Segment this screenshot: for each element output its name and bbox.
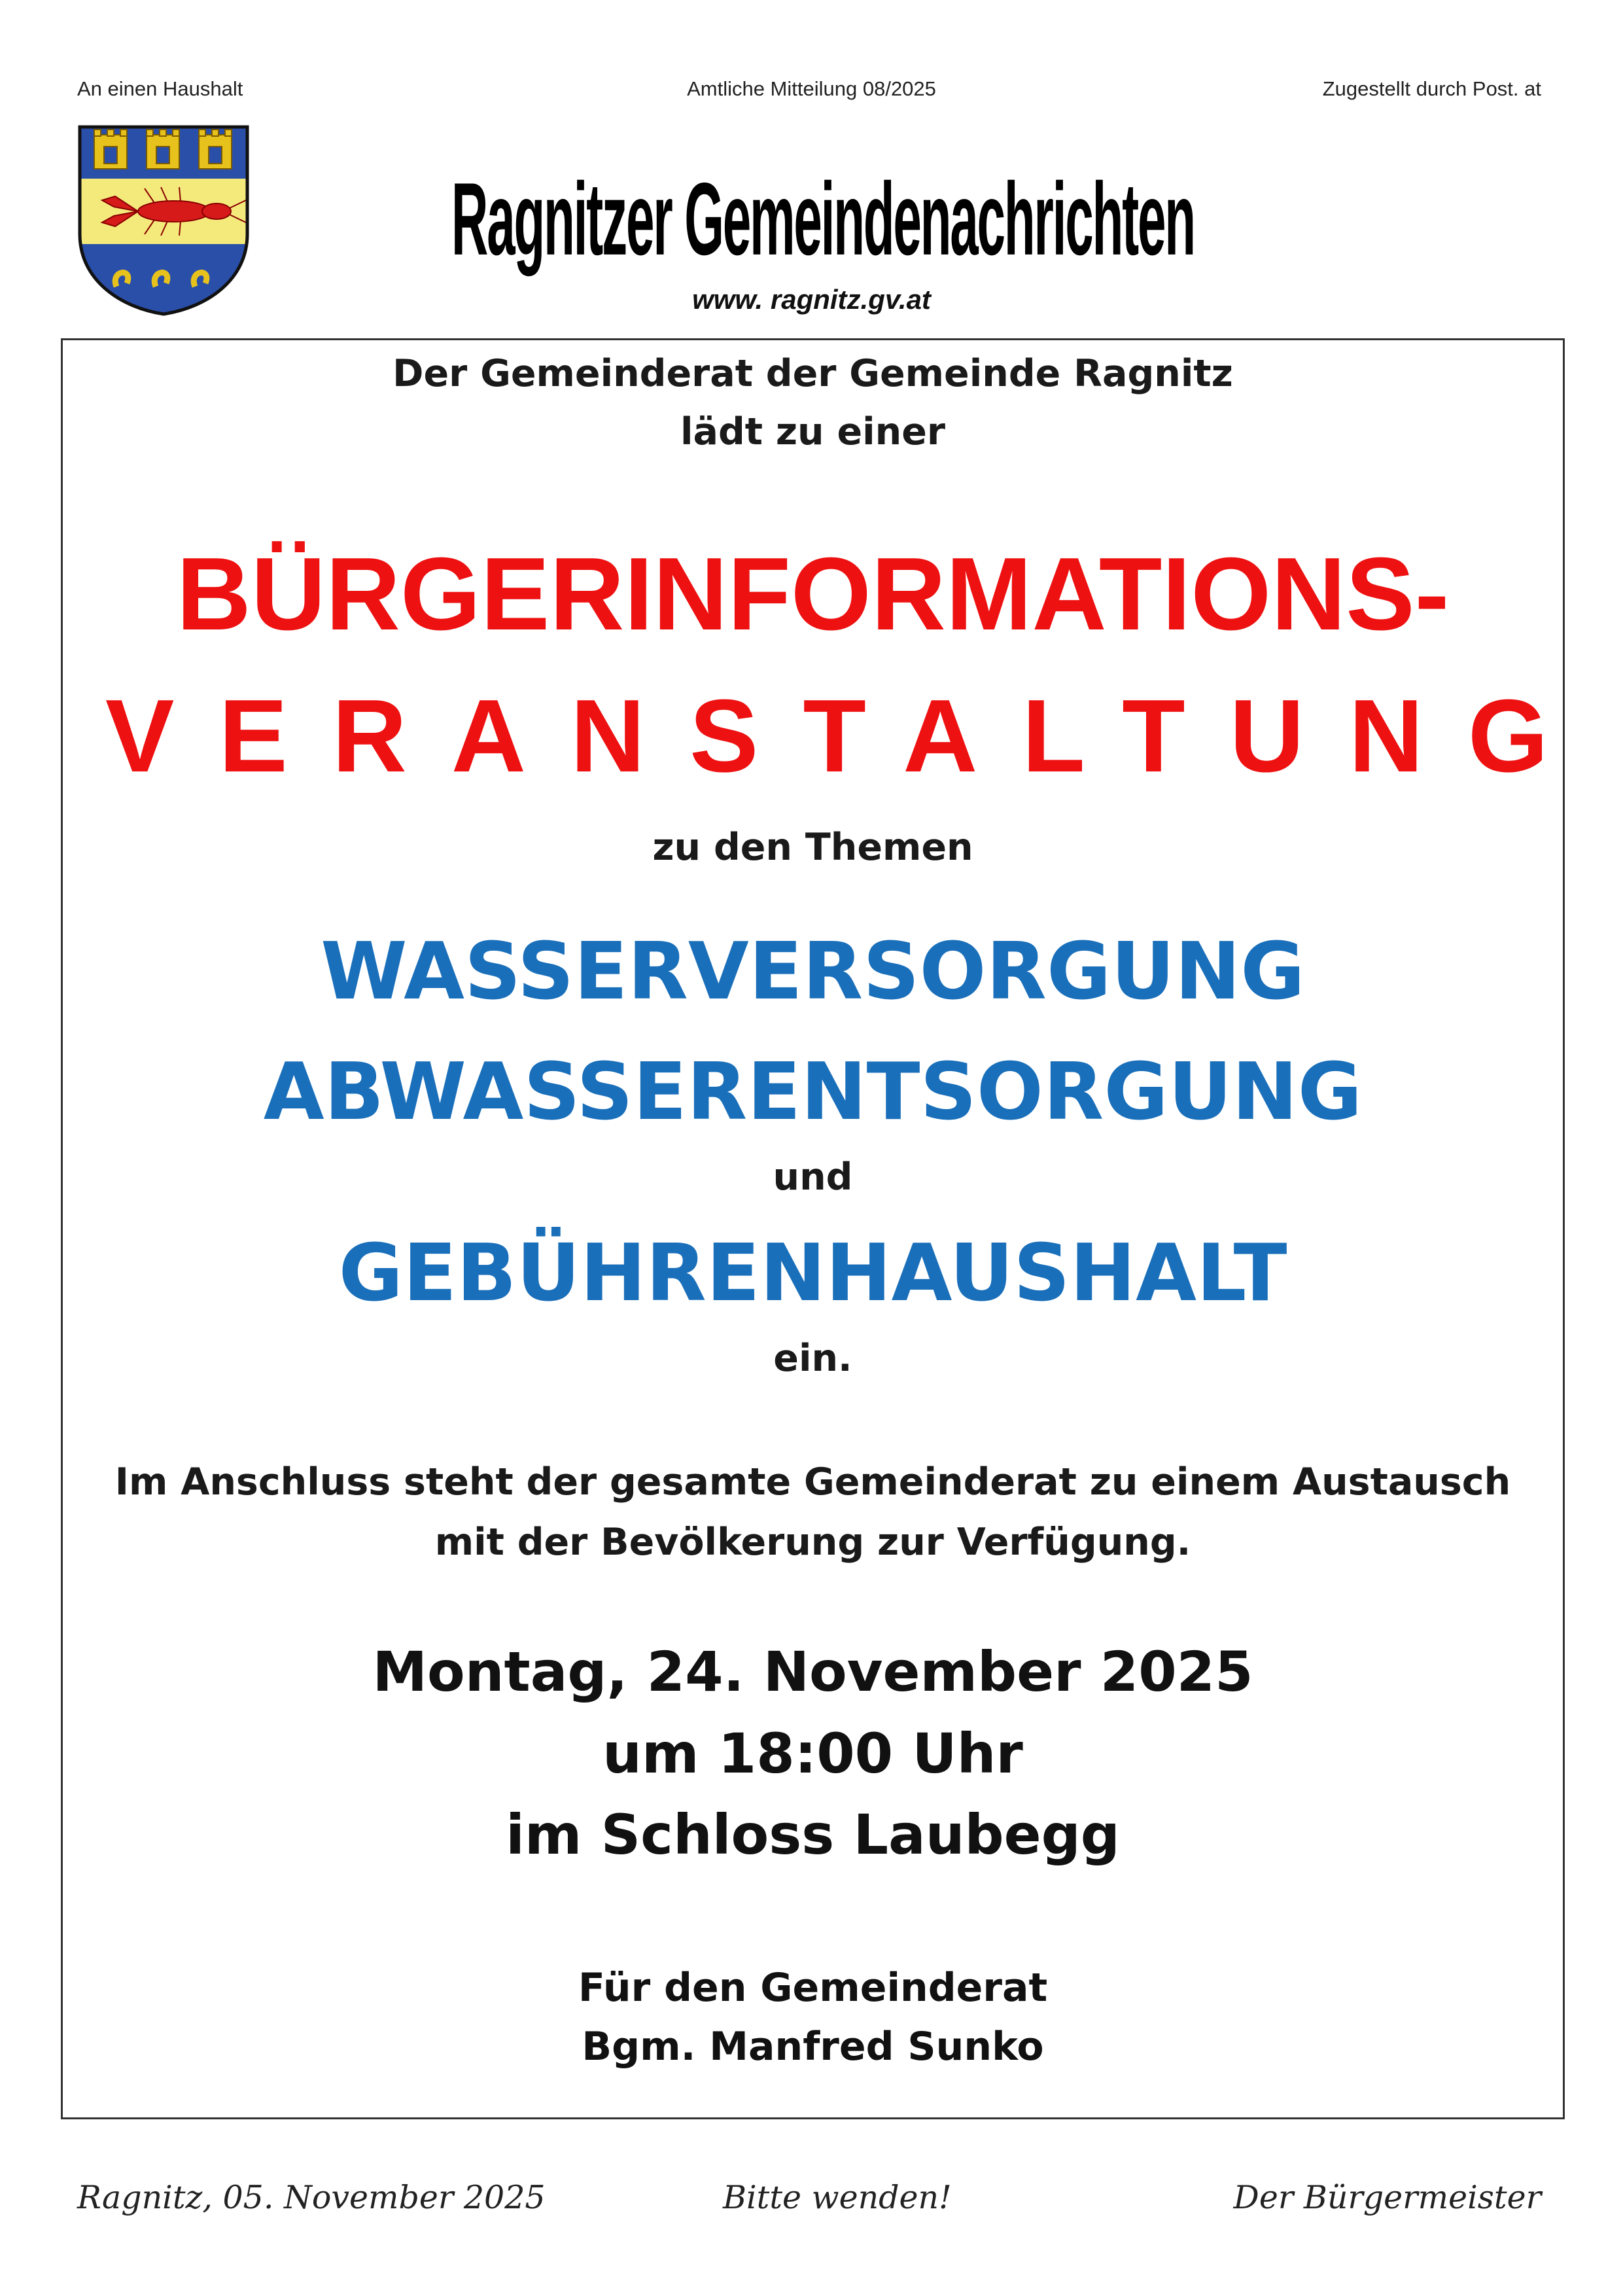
header-notice-number: Amtliche Mitteilung 08/2025 <box>687 77 936 100</box>
and-conjunction: und <box>773 1156 853 1199</box>
footer-signatory: Der Bürgermeister <box>1233 2179 1541 2216</box>
event-time: um 18:00 Uhr <box>602 1722 1023 1786</box>
headline-line-2: VERANSTALTUNG <box>105 679 1593 794</box>
headline-line-1: BÜRGERINFORMATIONS- <box>176 537 1450 652</box>
intro-line-2: lädt zu einer <box>680 410 946 453</box>
event-place: im Schloss Laubegg <box>506 1803 1120 1867</box>
description-line-1: Im Anschluss steht der gesamte Gemeinderat zu einem Austausch <box>114 1460 1511 1504</box>
signature-line-1: Für den Gemeinderat <box>578 1965 1048 2011</box>
event-date: Montag, 24. November 2025 <box>372 1640 1253 1704</box>
footer-place-date: Ragnitz, 05. November 2025 <box>77 2179 546 2216</box>
closing-word: ein. <box>773 1337 852 1380</box>
themes-intro: zu den Themen <box>652 826 973 869</box>
topic-wastewater: ABWASSERENTSORGUNG <box>263 1047 1363 1138</box>
newsletter-masthead-title: Ragnitzer Gemeindenachrichten <box>451 161 1195 277</box>
website-link[interactable] <box>0 284 1623 315</box>
topic-fee-budget: GEBÜHRENHAUSHALT <box>338 1228 1287 1319</box>
description-line-2: mit der Bevölkerung zur Verfügung. <box>434 1521 1191 1564</box>
header-delivery-note: Zugestellt durch Post. at <box>1322 77 1541 100</box>
topic-water-supply: WASSERVERSORGUNG <box>321 927 1305 1017</box>
header-recipient: An einen Haushalt <box>77 77 243 100</box>
intro-line-1: Der Gemeinderat der Gemeinde Ragnitz <box>393 352 1233 395</box>
signature-line-2: Bgm. Manfred Sunko <box>582 2024 1044 2070</box>
website-url[interactable]: www. ragnitz.gv.at <box>692 284 931 315</box>
footer-please-turn: Bitte wenden! <box>723 2179 952 2216</box>
